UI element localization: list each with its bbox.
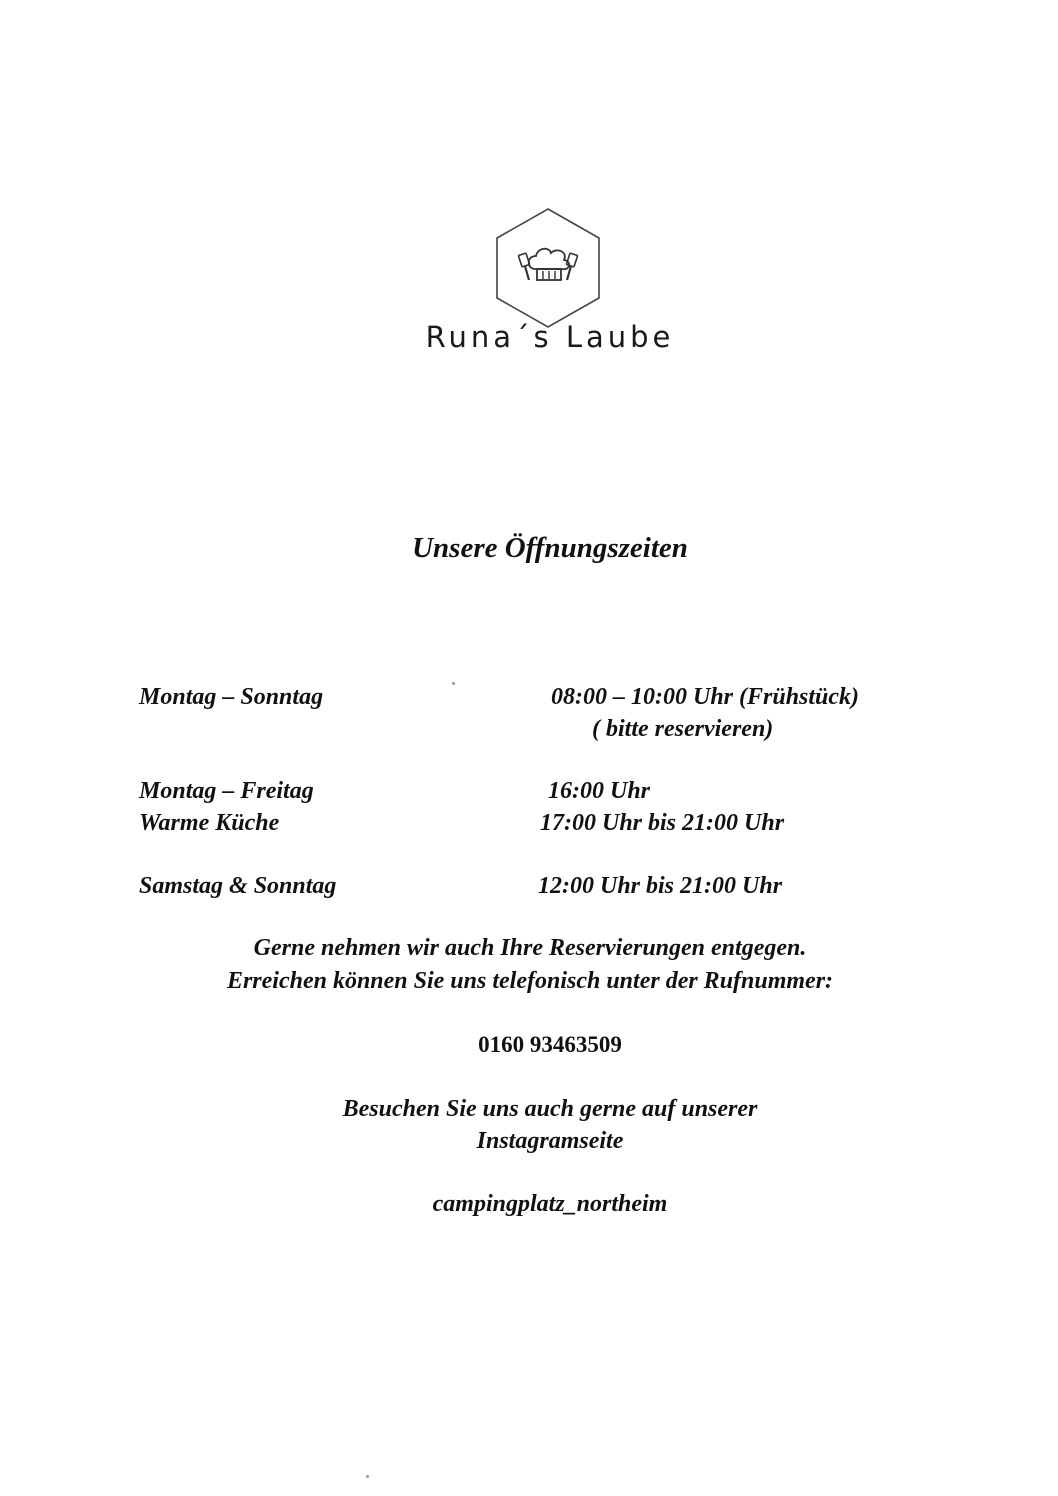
schedule-day-2: Montag – Freitag — [139, 778, 314, 804]
scan-speck — [452, 682, 455, 685]
reservation-line-1: Gerne nehmen wir auch Ihre Reservierungen entgegen. — [253, 935, 807, 961]
instagram-handle: campingplatz_northeim — [432, 1191, 668, 1217]
schedule-day-4: Samstag & Sonntag — [139, 873, 337, 899]
logo-chef-hat-icon — [495, 207, 601, 329]
instagram-line-2: Instagramseite — [476, 1128, 624, 1154]
schedule-note-1: ( bitte reservieren) — [592, 716, 774, 742]
instagram-line-1: Besuchen Sie uns auch gerne auf unserer — [342, 1096, 758, 1122]
schedule-time-3: 17:00 Uhr bis 21:00 Uhr — [540, 810, 785, 836]
scan-speck — [366, 1475, 369, 1478]
schedule-time-4: 12:00 Uhr bis 21:00 Uhr — [538, 873, 783, 899]
schedule-time-1: 08:00 – 10:00 Uhr (Frühstück) — [551, 684, 860, 710]
brand-name: Runa´s Laube — [425, 320, 675, 354]
schedule-day-3: Warme Küche — [139, 810, 280, 836]
schedule-time-2: 16:00 Uhr — [548, 778, 651, 804]
reservation-line-2: Erreichen können Sie uns telefonisch unter der Rufnummer: — [226, 968, 834, 994]
schedule-day-1: Montag – Sonntag — [139, 684, 324, 710]
page-title: Unsere Öffnungszeiten — [412, 532, 688, 564]
phone-number: 0160 93463509 — [478, 1032, 622, 1057]
